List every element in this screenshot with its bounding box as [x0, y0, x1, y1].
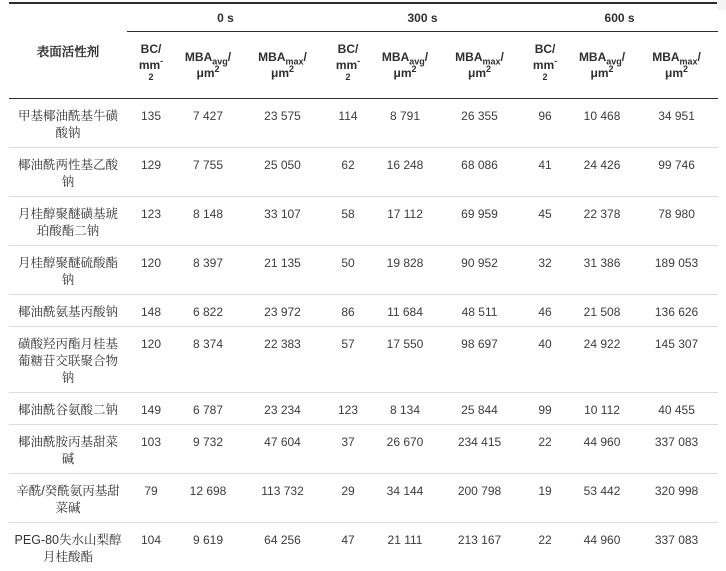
surfactant-name-cell: 椰油酰谷氨酸二钠 — [9, 393, 127, 425]
mba-avg-300s-cell: 34 144 — [372, 474, 438, 523]
bc-300s-cell: 58 — [324, 197, 372, 246]
mba-max-0s-cell: 33 107 — [241, 197, 324, 246]
table-row — [9, 295, 718, 327]
bc-600s-cell: 99 — [521, 393, 569, 425]
mba-max-600s-cell: 34 951 — [635, 99, 718, 148]
mba-max-600s-cell: 136 626 — [635, 295, 718, 327]
table-row — [9, 99, 718, 148]
mba-max-300s-cell: 25 844 — [438, 393, 521, 425]
table-row — [9, 148, 718, 197]
mba-max-300s-cell: 68 086 — [438, 148, 521, 197]
mba-avg-0s-cell: 12 698 — [175, 474, 241, 523]
mba-max-600s-cell: 78 980 — [635, 197, 718, 246]
mba-max-600s-cell: 320 998 — [635, 474, 718, 523]
group-header-row — [9, 3, 718, 32]
bc-0s-cell: 103 — [127, 425, 175, 474]
mba-max-0s-cell: 113 732 — [241, 474, 324, 523]
mba-avg-300s-cell: 8 791 — [372, 99, 438, 148]
mba-avg-0s-cell: 7 427 — [175, 99, 241, 148]
bc-600s-cell: 22 — [521, 425, 569, 474]
group-header-300s: 300 s — [324, 3, 521, 32]
mba-avg-0s-cell: 8 148 — [175, 197, 241, 246]
bc-300s-cell: 47 — [324, 523, 372, 571]
mba-max-300s-cell: 200 798 — [438, 474, 521, 523]
mba-avg-600s-cell: 10 112 — [569, 393, 635, 425]
col-header-mba-max-0s: $MBA_{max}/$ $\mu m^2$ — [241, 32, 324, 99]
mba-avg-300s-cell: 19 828 — [372, 246, 438, 295]
mba-max-600s-cell: 145 307 — [635, 327, 718, 393]
mba-max-0s-cell: 22 383 — [241, 327, 324, 393]
mba-avg-600s-cell: 24 922 — [569, 327, 635, 393]
mba-max-600s-cell: 99 746 — [635, 148, 718, 197]
mba-max-600s-cell: 189 053 — [635, 246, 718, 295]
mba-max-300s-cell: 213 167 — [438, 523, 521, 571]
bc-0s-cell: 123 — [127, 197, 175, 246]
surfactant-name-cell: 月桂醇聚醚磺基琥珀酸酯二钠 — [9, 197, 127, 246]
surfactant-name-cell: 辛酰/癸酰氨丙基甜菜碱 — [9, 474, 127, 523]
col-header-mba-avg-300s: $MBA_{avg}/$ $\mu m^2$ — [372, 32, 438, 99]
mba-avg-300s-cell: 16 248 — [372, 148, 438, 197]
mba-avg-600s-cell: 24 426 — [569, 148, 635, 197]
bc-0s-cell: 129 — [127, 148, 175, 197]
table-row — [9, 246, 718, 295]
mba-max-300s-cell: 69 959 — [438, 197, 521, 246]
bc-0s-cell: 148 — [127, 295, 175, 327]
table-row — [9, 197, 718, 246]
mba-avg-300s-cell: 26 670 — [372, 425, 438, 474]
surfactant-data-table — [9, 2, 718, 571]
mba-avg-0s-cell: 9 732 — [175, 425, 241, 474]
mba-avg-0s-cell: 9 619 — [175, 523, 241, 571]
col-header-bc-300s: BC/ mm- $^2$ — [324, 32, 372, 99]
bc-600s-cell: 96 — [521, 99, 569, 148]
bc-0s-cell: 120 — [127, 327, 175, 393]
bc-0s-cell: 135 — [127, 99, 175, 148]
col-header-bc-0s: BC/ mm- $^2$ — [127, 32, 175, 99]
mba-avg-600s-cell: 44 960 — [569, 425, 635, 474]
mba-avg-600s-cell: 10 468 — [569, 99, 635, 148]
mba-avg-300s-cell: 17 112 — [372, 197, 438, 246]
bc-0s-cell: 104 — [127, 523, 175, 571]
col-header-bc-600s: BC/ mm- $^2$ — [521, 32, 569, 99]
mba-avg-300s-cell: 11 684 — [372, 295, 438, 327]
bc-300s-cell: 114 — [324, 99, 372, 148]
mba-max-300s-cell: 90 952 — [438, 246, 521, 295]
table-row — [9, 523, 718, 571]
bc-300s-cell: 37 — [324, 425, 372, 474]
surfactant-name-cell: 椰油酰两性基乙酸钠 — [9, 148, 127, 197]
table-row — [9, 393, 718, 425]
mba-avg-300s-cell: 21 111 — [372, 523, 438, 571]
mba-max-300s-cell: 234 415 — [438, 425, 521, 474]
bc-600s-cell: 40 — [521, 327, 569, 393]
bc-300s-cell: 29 — [324, 474, 372, 523]
mba-avg-600s-cell: 21 508 — [569, 295, 635, 327]
mba-avg-0s-cell: 8 397 — [175, 246, 241, 295]
mba-avg-600s-cell: 22 378 — [569, 197, 635, 246]
table-row — [9, 474, 718, 523]
bc-300s-cell: 57 — [324, 327, 372, 393]
bc-600s-cell: 19 — [521, 474, 569, 523]
mba-max-0s-cell: 21 135 — [241, 246, 324, 295]
bc-600s-cell: 46 — [521, 295, 569, 327]
surfactant-name-cell: 甲基椰油酰基牛磺酸钠 — [9, 99, 127, 148]
mba-avg-0s-cell: 6 787 — [175, 393, 241, 425]
bc-300s-cell: 62 — [324, 148, 372, 197]
bc-300s-cell: 86 — [324, 295, 372, 327]
bc-600s-cell: 32 — [521, 246, 569, 295]
mba-max-600s-cell: 40 455 — [635, 393, 718, 425]
table-row — [9, 425, 718, 474]
bc-600s-cell: 22 — [521, 523, 569, 571]
mba-max-300s-cell: 26 355 — [438, 99, 521, 148]
mba-max-0s-cell: 25 050 — [241, 148, 324, 197]
mba-max-300s-cell: 98 697 — [438, 327, 521, 393]
page-edge-strip — [717, 0, 726, 10]
mba-avg-0s-cell: 8 374 — [175, 327, 241, 393]
mba-avg-300s-cell: 8 134 — [372, 393, 438, 425]
mba-avg-600s-cell: 31 386 — [569, 246, 635, 295]
mba-max-0s-cell: 23 234 — [241, 393, 324, 425]
mba-max-0s-cell: 64 256 — [241, 523, 324, 571]
bc-0s-cell: 120 — [127, 246, 175, 295]
bc-600s-cell: 41 — [521, 148, 569, 197]
bc-300s-cell: 50 — [324, 246, 372, 295]
bc-300s-cell: 123 — [324, 393, 372, 425]
surfactant-name-cell: PEG-80失水山梨醇月桂酸酯 — [9, 523, 127, 571]
bc-0s-cell: 79 — [127, 474, 175, 523]
group-header-0s: 0 s — [127, 3, 324, 32]
group-header-600s: 600 s — [521, 3, 718, 32]
surfactant-name-cell: 磺酸羟丙酯月桂基葡糖苷交联聚合物钠 — [9, 327, 127, 393]
surfactant-column-header: 表面活性剂 — [9, 3, 127, 99]
col-header-mba-avg-600s: $MBA_{avg}/$ $\mu m^2$ — [569, 32, 635, 99]
surfactant-name-cell: 月桂醇聚醚硫酸酯钠 — [9, 246, 127, 295]
mba-max-0s-cell: 23 575 — [241, 99, 324, 148]
col-header-mba-max-300s: $MBA_{max}/$ $\mu m^2$ — [438, 32, 521, 99]
col-header-mba-avg-0s: $MBA_{avg}/$ $\mu m^2$ — [175, 32, 241, 99]
bc-0s-cell: 149 — [127, 393, 175, 425]
mba-max-300s-cell: 48 511 — [438, 295, 521, 327]
mba-avg-0s-cell: 6 822 — [175, 295, 241, 327]
bc-600s-cell: 45 — [521, 197, 569, 246]
mba-max-600s-cell: 337 083 — [635, 523, 718, 571]
surfactant-name-cell: 椰油酰氨基丙酸钠 — [9, 295, 127, 327]
col-header-mba-max-600s: $MBA_{max}/$ $\mu m^2$ — [635, 32, 718, 99]
mba-avg-600s-cell: 53 442 — [569, 474, 635, 523]
mba-avg-0s-cell: 7 755 — [175, 148, 241, 197]
mba-max-0s-cell: 23 972 — [241, 295, 324, 327]
surfactant-name-cell: 椰油酰胺丙基甜菜碱 — [9, 425, 127, 474]
mba-avg-600s-cell: 44 960 — [569, 523, 635, 571]
mba-max-600s-cell: 337 083 — [635, 425, 718, 474]
table-row — [9, 327, 718, 393]
mba-max-0s-cell: 47 604 — [241, 425, 324, 474]
mba-avg-300s-cell: 17 550 — [372, 327, 438, 393]
